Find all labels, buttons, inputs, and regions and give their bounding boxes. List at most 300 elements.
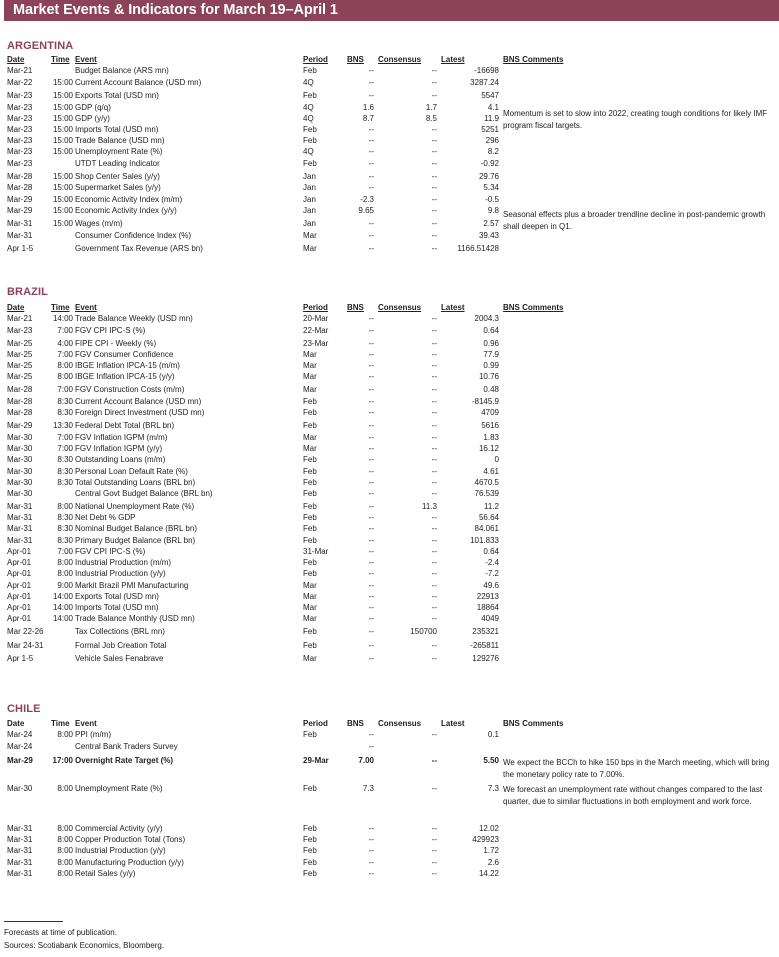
cell-consensus: -- bbox=[431, 730, 437, 739]
table-row bbox=[0, 834, 779, 845]
cell-event: Markit Brazil PMI Manufacturing bbox=[75, 581, 189, 590]
cell-date: Mar-24 bbox=[7, 730, 33, 739]
cell-consensus: -- bbox=[431, 408, 437, 417]
header-latest: Latest bbox=[441, 55, 465, 64]
header-consensus: Consensus bbox=[378, 719, 422, 728]
table-row bbox=[0, 158, 779, 169]
cell-consensus: -- bbox=[431, 467, 437, 476]
cell-time: 15:00 bbox=[52, 136, 73, 145]
cell-event: Personal Loan Default Rate (%) bbox=[75, 467, 188, 476]
cell-period: Feb bbox=[303, 91, 317, 100]
cell-period: Feb bbox=[303, 558, 317, 567]
cell-bns: -- bbox=[368, 147, 374, 156]
header-consensus: Consensus bbox=[378, 303, 422, 312]
cell-period: Mar bbox=[303, 592, 317, 601]
cell-bns: 9.65 bbox=[358, 206, 374, 215]
cell-bns: -- bbox=[368, 569, 374, 578]
cell-event: Industrial Production (y/y) bbox=[75, 846, 166, 855]
cell-latest: 56.64 bbox=[478, 513, 499, 522]
table-row bbox=[0, 501, 779, 512]
title-bar bbox=[4, 0, 779, 21]
cell-event: Exports Total (USD mn) bbox=[75, 91, 159, 100]
cell-event: Central Govt Budget Balance (BRL bn) bbox=[75, 489, 213, 498]
cell-date: Mar-28 bbox=[7, 397, 33, 406]
header-latest: Latest bbox=[441, 719, 465, 728]
cell-bns: -- bbox=[368, 136, 374, 145]
cell-latest: 4709 bbox=[481, 408, 499, 417]
cell-time: 14:00 bbox=[52, 603, 73, 612]
cell-date: Mar-29 bbox=[7, 421, 33, 430]
cell-date: Mar-31 bbox=[7, 513, 33, 522]
cell-date: Mar 22-26 bbox=[7, 627, 44, 636]
cell-bns: -- bbox=[368, 433, 374, 442]
header-latest: Latest bbox=[441, 303, 465, 312]
cell-time: 15:00 bbox=[52, 78, 73, 87]
table-row bbox=[0, 325, 779, 336]
cell-latest: 5547 bbox=[481, 91, 499, 100]
cell-time: 7:00 bbox=[57, 350, 73, 359]
cell-time: 7:00 bbox=[57, 326, 73, 335]
cell-time: 8:30 bbox=[57, 408, 73, 417]
cell-latest: 2.57 bbox=[483, 219, 499, 228]
cell-consensus: -- bbox=[431, 641, 437, 650]
table-row bbox=[0, 420, 779, 431]
cell-date: Apr-01 bbox=[7, 547, 32, 556]
cell-date: Mar 24-31 bbox=[7, 641, 44, 650]
cell-date: Mar-30 bbox=[7, 489, 33, 498]
cell-latest: 8.2 bbox=[487, 147, 499, 156]
cell-bns: -- bbox=[368, 444, 374, 453]
cell-date: Mar-28 bbox=[7, 172, 33, 181]
cell-period: 4Q bbox=[303, 78, 314, 87]
header-date: Date bbox=[7, 55, 25, 64]
cell-bns: -- bbox=[368, 489, 374, 498]
cell-latest: 1.83 bbox=[483, 433, 499, 442]
cell-consensus: -- bbox=[431, 558, 437, 567]
cell-bns: -- bbox=[368, 372, 374, 381]
table-row bbox=[0, 182, 779, 193]
cell-event: Shop Center Sales (y/y) bbox=[75, 172, 160, 181]
cell-date: Apr-01 bbox=[7, 558, 32, 567]
section-title-argentina: ARGENTINA bbox=[7, 40, 74, 52]
cell-bns: -- bbox=[368, 641, 374, 650]
cell-latest: 0.96 bbox=[483, 339, 499, 348]
cell-event: Commercial Activity (y/y) bbox=[75, 824, 163, 833]
cell-date: Mar-28 bbox=[7, 385, 33, 394]
cell-bns: -- bbox=[368, 326, 374, 335]
cell-time: 8:00 bbox=[57, 730, 73, 739]
cell-consensus: -- bbox=[431, 397, 437, 406]
cell-time: 15:00 bbox=[52, 195, 73, 204]
header-date: Date bbox=[7, 303, 25, 312]
cell-date: Mar-31 bbox=[7, 858, 33, 867]
cell-date: Mar-23 bbox=[7, 125, 33, 134]
cell-event: Foreign Direct Investment (USD mn) bbox=[75, 408, 205, 417]
cell-date: Mar-31 bbox=[7, 824, 33, 833]
cell-consensus: -- bbox=[431, 824, 437, 833]
table-row bbox=[0, 407, 779, 418]
cell-latest: 7.3 bbox=[487, 784, 499, 793]
cell-bns: -- bbox=[368, 478, 374, 487]
cell-time: 8:00 bbox=[57, 502, 73, 511]
table-header-chile bbox=[0, 718, 779, 729]
cell-period: Mar bbox=[303, 603, 317, 612]
cell-consensus: -- bbox=[431, 385, 437, 394]
cell-event: Unemployment Rate (%) bbox=[75, 784, 163, 793]
header-bns: BNS bbox=[347, 719, 364, 728]
cell-bns: -2.3 bbox=[360, 195, 374, 204]
cell-consensus: -- bbox=[431, 536, 437, 545]
cell-consensus: -- bbox=[431, 244, 437, 253]
cell-event: Industrial Production (y/y) bbox=[75, 569, 166, 578]
cell-period: Feb bbox=[303, 502, 317, 511]
cell-consensus: -- bbox=[431, 421, 437, 430]
cell-latest: 9.8 bbox=[487, 206, 499, 215]
cell-date: Mar-23 bbox=[7, 114, 33, 123]
cell-latest: 235321 bbox=[472, 627, 499, 636]
cell-date: Mar-31 bbox=[7, 524, 33, 533]
cell-event: Imports Total (USD mn) bbox=[75, 125, 159, 134]
cell-latest: 18864 bbox=[476, 603, 499, 612]
cell-bns: -- bbox=[368, 219, 374, 228]
cell-event: Supermarket Sales (y/y) bbox=[75, 183, 161, 192]
cell-period: Mar bbox=[303, 350, 317, 359]
comment-argentina-activity: Seasonal effects plus a broader trendline decline in post-pandemic growth shall deepen in Q1. bbox=[503, 210, 766, 231]
cell-event: Consumer Confidence Index (%) bbox=[75, 231, 192, 240]
cell-date: Apr-01 bbox=[7, 569, 32, 578]
cell-period: Feb bbox=[303, 569, 317, 578]
cell-event: Retail Sales (y/y) bbox=[75, 869, 136, 878]
cell-event: National Unemployment Rate (%) bbox=[75, 502, 195, 511]
cell-event: Copper Production Total (Tons) bbox=[75, 835, 186, 844]
cell-bns: -- bbox=[368, 183, 374, 192]
cell-time: 15:00 bbox=[52, 206, 73, 215]
cell-consensus: -- bbox=[431, 603, 437, 612]
cell-date: Mar-21 bbox=[7, 66, 33, 75]
cell-bns: -- bbox=[368, 421, 374, 430]
cell-consensus: -- bbox=[431, 869, 437, 878]
header-bns: BNS bbox=[347, 55, 364, 64]
cell-latest: -8145.9 bbox=[471, 397, 499, 406]
cell-bns: -- bbox=[368, 385, 374, 394]
table-row bbox=[0, 349, 779, 360]
cell-bns: 7.3 bbox=[362, 784, 374, 793]
table-row bbox=[0, 857, 779, 868]
footnote-divider bbox=[4, 921, 63, 922]
cell-period: Feb bbox=[303, 489, 317, 498]
cell-period: 31-Mar bbox=[303, 547, 329, 556]
cell-period: Mar bbox=[303, 581, 317, 590]
cell-date: Apr 1-5 bbox=[7, 244, 34, 253]
cell-consensus: -- bbox=[431, 314, 437, 323]
cell-latest: 14.22 bbox=[478, 869, 499, 878]
cell-time: 15:00 bbox=[52, 219, 73, 228]
cell-event: GDP (q/q) bbox=[75, 103, 111, 112]
page-title: Market Events & Indicators for March 19–April 1 bbox=[13, 2, 338, 18]
cell-bns: -- bbox=[368, 361, 374, 370]
cell-consensus: 8.5 bbox=[425, 114, 437, 123]
cell-bns: -- bbox=[368, 603, 374, 612]
cell-time: 15:00 bbox=[52, 147, 73, 156]
cell-date: Mar-25 bbox=[7, 350, 33, 359]
cell-bns: 8.7 bbox=[362, 114, 374, 123]
table-row bbox=[0, 338, 779, 349]
cell-event: Current Account Balance (USD mn) bbox=[75, 397, 202, 406]
cell-bns: -- bbox=[368, 339, 374, 348]
header-comments: BNS Comments bbox=[503, 303, 564, 312]
cell-event: FGV Inflation IGPM (m/m) bbox=[75, 433, 168, 442]
cell-event: Current Account Balance (USD mn) bbox=[75, 78, 202, 87]
cell-consensus: -- bbox=[431, 219, 437, 228]
cell-latest: 84.061 bbox=[474, 524, 499, 533]
cell-event: IBGE Inflation IPCA-15 (y/y) bbox=[75, 372, 175, 381]
cell-event: Federal Debt Total (BRL bn) bbox=[75, 421, 175, 430]
cell-event: Central Bank Traders Survey bbox=[75, 742, 178, 751]
cell-time: 17:00 bbox=[52, 756, 73, 765]
cell-consensus: -- bbox=[431, 172, 437, 181]
cell-latest: 12.02 bbox=[478, 824, 499, 833]
table-row bbox=[0, 626, 779, 637]
cell-period: Feb bbox=[303, 397, 317, 406]
table-row bbox=[0, 171, 779, 182]
cell-period: 4Q bbox=[303, 147, 314, 156]
cell-consensus: 1.7 bbox=[425, 103, 437, 112]
cell-consensus: -- bbox=[431, 326, 437, 335]
cell-event: FGV Inflation IGPM (y/y) bbox=[75, 444, 163, 453]
cell-date: Apr-01 bbox=[7, 581, 32, 590]
cell-bns: -- bbox=[368, 467, 374, 476]
table-row bbox=[0, 384, 779, 395]
table-row bbox=[0, 535, 779, 546]
cell-date: Mar-31 bbox=[7, 219, 33, 228]
cell-consensus: -- bbox=[431, 846, 437, 855]
footnote-forecasts: Forecasts at time of publication. bbox=[4, 928, 117, 937]
cell-latest: 0.64 bbox=[483, 547, 499, 556]
table-row bbox=[0, 65, 779, 76]
cell-event: Government Tax Revenue (ARS bn) bbox=[75, 244, 203, 253]
cell-date: Mar-30 bbox=[7, 455, 33, 464]
table-row bbox=[0, 613, 779, 624]
cell-bns: -- bbox=[368, 524, 374, 533]
cell-bns: -- bbox=[368, 742, 374, 751]
table-row bbox=[0, 523, 779, 534]
cell-latest: 77.9 bbox=[483, 350, 499, 359]
cell-consensus: -- bbox=[431, 361, 437, 370]
cell-latest: 5.34 bbox=[483, 183, 499, 192]
header-period: Period bbox=[303, 719, 328, 728]
footnote-sources: Sources: Scotiabank Economics, Bloomberg. bbox=[4, 941, 165, 950]
cell-bns: -- bbox=[368, 846, 374, 855]
cell-event: Industrial Production (m/m) bbox=[75, 558, 172, 567]
cell-consensus: -- bbox=[431, 592, 437, 601]
cell-event: Net Debt % GDP bbox=[75, 513, 136, 522]
cell-period: Feb bbox=[303, 641, 317, 650]
cell-bns: -- bbox=[368, 558, 374, 567]
cell-date: Mar-30 bbox=[7, 444, 33, 453]
table-row bbox=[0, 432, 779, 443]
cell-period: Feb bbox=[303, 858, 317, 867]
table-row bbox=[0, 729, 779, 740]
cell-period: Jan bbox=[303, 183, 316, 192]
cell-event: UTDT Leading Indicator bbox=[75, 159, 160, 168]
cell-time: 8:00 bbox=[57, 784, 73, 793]
cell-latest: 5616 bbox=[481, 421, 499, 430]
header-comments: BNS Comments bbox=[503, 719, 564, 728]
cell-time: 8:00 bbox=[57, 858, 73, 867]
comment-chile-unemployment: We forecast an unemployment rate without changes compared to the last quarter, due to similar fluctuations in both employment and work force. bbox=[503, 785, 763, 806]
cell-event: FGV Construction Costs (m/m) bbox=[75, 385, 185, 394]
table-row bbox=[0, 360, 779, 371]
cell-latest: -0.5 bbox=[485, 195, 499, 204]
cell-consensus: -- bbox=[431, 455, 437, 464]
table-row bbox=[0, 135, 779, 146]
table-header-argentina bbox=[0, 54, 779, 65]
cell-event: Manufacturing Production (y/y) bbox=[75, 858, 184, 867]
cell-consensus: -- bbox=[431, 372, 437, 381]
cell-period: Feb bbox=[303, 467, 317, 476]
cell-latest: 29.76 bbox=[478, 172, 499, 181]
cell-event: Imports Total (USD mn) bbox=[75, 603, 159, 612]
cell-bns: -- bbox=[368, 730, 374, 739]
cell-date: Mar-30 bbox=[7, 433, 33, 442]
cell-latest: 101.833 bbox=[470, 536, 499, 545]
cell-period: Mar bbox=[303, 444, 317, 453]
cell-date: Mar-31 bbox=[7, 536, 33, 545]
cell-time: 8:00 bbox=[57, 361, 73, 370]
cell-event: Economic Activity Index (m/m) bbox=[75, 195, 183, 204]
cell-bns: -- bbox=[368, 654, 374, 663]
cell-date: Mar-24 bbox=[7, 742, 33, 751]
cell-period: Mar bbox=[303, 231, 317, 240]
cell-date: Mar-25 bbox=[7, 361, 33, 370]
cell-bns: -- bbox=[368, 314, 374, 323]
cell-latest: 16.12 bbox=[478, 444, 499, 453]
cell-period: Feb bbox=[303, 627, 317, 636]
table-row bbox=[0, 868, 779, 879]
cell-bns: -- bbox=[368, 592, 374, 601]
cell-latest: 129276 bbox=[472, 654, 499, 663]
cell-period: Mar bbox=[303, 361, 317, 370]
cell-time: 8:00 bbox=[57, 869, 73, 878]
cell-event: Budget Balance (ARS mn) bbox=[75, 66, 169, 75]
cell-consensus: -- bbox=[431, 433, 437, 442]
table-row bbox=[0, 602, 779, 613]
table-row bbox=[0, 194, 779, 205]
table-row bbox=[0, 568, 779, 579]
cell-date: Apr-01 bbox=[7, 603, 32, 612]
cell-time: 15:00 bbox=[52, 125, 73, 134]
cell-time: 9:00 bbox=[57, 581, 73, 590]
table-row bbox=[0, 845, 779, 856]
cell-consensus: -- bbox=[431, 136, 437, 145]
cell-bns: -- bbox=[368, 614, 374, 623]
cell-time: 8:30 bbox=[57, 513, 73, 522]
cell-date: Mar-23 bbox=[7, 91, 33, 100]
cell-latest: -7.2 bbox=[485, 569, 499, 578]
header-time: Time bbox=[51, 719, 70, 728]
cell-consensus: -- bbox=[431, 91, 437, 100]
cell-date: Mar-31 bbox=[7, 502, 33, 511]
cell-bns: -- bbox=[368, 172, 374, 181]
header-consensus: Consensus bbox=[378, 55, 422, 64]
cell-period: Feb bbox=[303, 524, 317, 533]
cell-period: 4Q bbox=[303, 103, 314, 112]
cell-time: 8:30 bbox=[57, 455, 73, 464]
cell-event: GDP (y/y) bbox=[75, 114, 110, 123]
cell-date: Mar-21 bbox=[7, 314, 33, 323]
cell-consensus: -- bbox=[431, 159, 437, 168]
cell-event: Tax Collections (BRL mn) bbox=[75, 627, 165, 636]
cell-consensus: -- bbox=[431, 231, 437, 240]
cell-consensus: -- bbox=[431, 524, 437, 533]
cell-date: Mar-30 bbox=[7, 784, 33, 793]
cell-date: Mar-23 bbox=[7, 159, 33, 168]
cell-bns: -- bbox=[368, 231, 374, 240]
header-time: Time bbox=[51, 303, 70, 312]
cell-date: Apr-01 bbox=[7, 592, 32, 601]
cell-event: Trade Balance Weekly (USD mn) bbox=[75, 314, 193, 323]
cell-consensus: -- bbox=[431, 183, 437, 192]
cell-consensus: -- bbox=[431, 66, 437, 75]
cell-latest: 2.6 bbox=[487, 858, 499, 867]
cell-date: Mar-31 bbox=[7, 869, 33, 878]
cell-period: Mar bbox=[303, 372, 317, 381]
cell-bns: -- bbox=[368, 536, 374, 545]
cell-latest: 0.64 bbox=[483, 326, 499, 335]
cell-period: Feb bbox=[303, 159, 317, 168]
cell-latest: 4.61 bbox=[483, 467, 499, 476]
cell-time: 8:30 bbox=[57, 467, 73, 476]
cell-date: Mar-29 bbox=[7, 206, 33, 215]
cell-date: Mar-29 bbox=[7, 756, 33, 765]
cell-bns: -- bbox=[368, 835, 374, 844]
cell-consensus: -- bbox=[431, 835, 437, 844]
cell-period: Mar bbox=[303, 433, 317, 442]
table-row bbox=[0, 640, 779, 651]
cell-latest: 10.76 bbox=[478, 372, 499, 381]
header-period: Period bbox=[303, 303, 328, 312]
cell-event: FIPE CPI - Weekly (%) bbox=[75, 339, 157, 348]
cell-time: 8:00 bbox=[57, 372, 73, 381]
cell-date: Mar-23 bbox=[7, 103, 33, 112]
cell-event: Outstanding Loans (m/m) bbox=[75, 455, 166, 464]
cell-time: 14:00 bbox=[52, 314, 73, 323]
cell-bns: -- bbox=[368, 159, 374, 168]
cell-bns: -- bbox=[368, 824, 374, 833]
cell-consensus: -- bbox=[431, 858, 437, 867]
cell-latest: -265811 bbox=[470, 641, 499, 650]
cell-period: Feb bbox=[303, 125, 317, 134]
cell-time: 8:00 bbox=[57, 824, 73, 833]
cell-consensus: -- bbox=[431, 206, 437, 215]
header-event: Event bbox=[75, 55, 97, 64]
table-row bbox=[0, 466, 779, 477]
cell-event: Unemployment Rate (%) bbox=[75, 147, 163, 156]
cell-time: 15:00 bbox=[52, 183, 73, 192]
cell-time: 8:00 bbox=[57, 835, 73, 844]
cell-date: Mar-23 bbox=[7, 147, 33, 156]
cell-latest: 76.539 bbox=[474, 489, 499, 498]
cell-consensus: -- bbox=[431, 654, 437, 663]
cell-time: 4:00 bbox=[57, 339, 73, 348]
section-title-brazil: BRAZIL bbox=[7, 286, 48, 298]
cell-date: Mar-31 bbox=[7, 835, 33, 844]
cell-bns: -- bbox=[368, 397, 374, 406]
cell-period: Feb bbox=[303, 513, 317, 522]
cell-bns: -- bbox=[368, 66, 374, 75]
cell-consensus: -- bbox=[431, 581, 437, 590]
table-row bbox=[0, 90, 779, 101]
